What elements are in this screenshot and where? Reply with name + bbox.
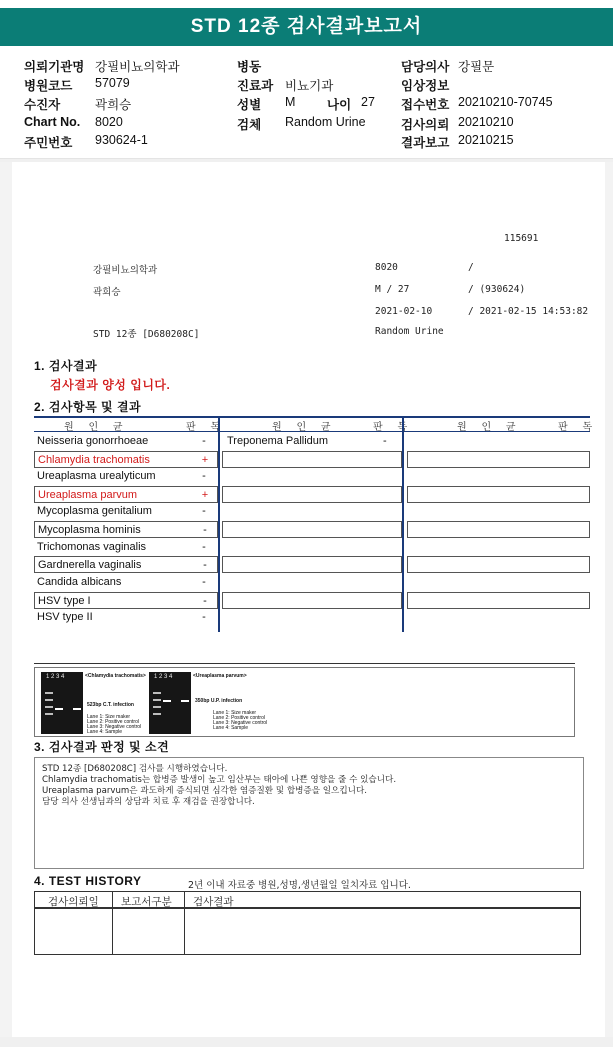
receipt-label: 접수번호 [401,98,450,112]
age-value: 27 [361,95,375,109]
code-label: 병원코드 [24,79,73,93]
specimen-value: Random Urine [285,115,366,129]
report-label: 결과보고 [401,136,450,150]
up-legend: Lane 4: Sample [213,725,249,731]
sheet-slash: / [468,262,474,273]
empty-cell [407,556,590,573]
up-band-label: 350bp U.P. infection [195,698,243,704]
empty-cell [222,592,402,609]
ct-legend: Lane 4: Sample [87,729,123,735]
empty-cell [407,521,590,538]
history-table [34,891,581,955]
empty-cell [222,451,402,468]
up-title: <Ureaplasma parvum> [193,673,247,679]
margin-bottom [0,1037,613,1047]
empty-cell [407,486,590,503]
request-label: 검사의뢰 [401,118,450,132]
up-legend: Lane 3: Negative control [213,720,268,726]
result-summary: 검사결과 양성 입니다. [50,378,171,392]
patient-value: 곽희승 [95,98,132,112]
col2-pathogen-header: 원 인 균 [272,422,337,433]
divider [0,158,613,162]
gel-image-ct: 1 2 3 4 [41,672,83,734]
section3-heading: 3. 검사결과 판정 및 소견 [34,740,170,754]
table-row: HSV type I - [34,592,218,609]
sex-label: 성별 [237,98,262,112]
ct-band-label: 523bp C.T. infection [87,702,134,708]
dept-value: 비뇨기과 [285,79,334,93]
gel-image-up: 1 2 3 4 [149,672,191,734]
request-value: 20210210 [458,115,514,129]
report-title: STD 12종 검사결과보고서 [0,8,613,46]
sheet-number: 115691 [504,233,539,244]
table-row: Gardnerella vaginalis - [34,556,218,573]
sample-band [55,708,63,710]
empty-cell [407,592,590,609]
doctor-label: 담당의사 [401,60,450,74]
section1-heading: 1. 검사결과 [34,359,98,373]
sample-band [181,700,189,702]
receipt-value: 20210210-70745 [458,95,553,109]
table-row: Treponema Pallidum - [227,435,387,447]
patient-info [0,55,613,153]
ct-legend: Lane 1: Size maker [87,714,131,720]
sheet-chart: 8020 [375,262,398,273]
comment-line: STD 12종 [D680208C] 검사를 시행하였습니다. [42,764,228,774]
resident-label: 주민번호 [24,136,73,150]
ct-title: <Chlamydia trachomatis> [85,673,146,679]
code-value: 57079 [95,76,130,90]
ct-legend: Lane 3: Negative control [87,724,142,730]
sample-band [163,700,171,702]
table-row: Mycoplasma genitalium - [37,505,206,517]
ladder-band [153,713,161,715]
sheet-patient: 곽희승 [93,287,121,298]
chart-label: Chart No. [24,115,81,129]
empty-cell [222,521,402,538]
col3-result-header: 판 독 [558,422,599,433]
col1-pathogen-header: 원 인 균 [64,422,129,433]
table-row: Chlamydia trachomatis + [34,451,218,468]
ladder-band [45,699,53,701]
sheet-date-received: 2021-02-10 [375,306,433,317]
specimen-label: 검체 [237,118,262,132]
report-value: 20210215 [458,133,514,147]
table-row: Candida albicans - [37,576,206,588]
history-col-result: 검사결과 [193,896,234,908]
gel-top-rule [34,663,575,664]
empty-cell [222,556,402,573]
comment-line: 담당 의사 선생님과의 상담과 치료 후 재검을 권장합니다. [42,797,255,807]
sex-value: M [285,95,296,109]
table-row: Ureaplasma urealyticum - [37,470,206,482]
history-col-type: 보고서구분 [121,896,172,908]
table-row: Ureaplasma parvum + [34,486,218,503]
column-divider [218,416,220,632]
section2-heading: 2. 검사항목 및 결과 [34,400,142,414]
empty-cell [222,486,402,503]
column-divider [402,416,404,632]
up-legend: Lane 1: Size maker [213,710,257,716]
empty-cell [407,451,590,468]
patient-label: 수진자 [24,98,61,112]
hospital-value: 강필비뇨의학과 [95,60,180,74]
ladder-band [153,692,161,694]
margin-left [0,162,12,1047]
table-row: Mycoplasma hominis - [34,521,218,538]
gel-panel [34,667,575,737]
sheet-specimen: Random Urine [375,326,444,337]
table-row: HSV type II - [37,611,206,623]
age-label: 나이 [327,98,352,112]
history-note: 2년 이내 자료중 병원,성명,생년월일 일치자료 입니다. [188,880,411,891]
table-row: Trichomonas vaginalis - [37,541,206,553]
sheet-hospital: 강필비뇨의학과 [93,265,158,276]
col1-result-header: 판 독 [186,422,227,433]
ladder-band [45,706,53,708]
ct-legend: Lane 2: Positive control [87,719,139,725]
comment-line: Ureaplasma parvum은 과도하게 증식되면 심각한 염증질환 및 합병증을 일으킵니다. [42,786,367,796]
resident-value: 930624-1 [95,133,148,147]
col2-result-header: 판 독 [373,422,414,433]
doctor-value: 강필문 [458,60,495,74]
col3-pathogen-header: 원 인 균 [457,422,522,433]
dept-label: 진료과 [237,79,274,93]
sheet-sex-age: M / 27 [375,284,410,295]
section4-heading: 4. TEST HISTORY [34,874,142,888]
sample-band [73,708,81,710]
history-col-date: 검사의뢰일 [48,896,99,908]
chart-value: 8020 [95,115,123,129]
sheet-test: STD 12종 [D680208C] [93,329,200,340]
ladder-band [45,713,53,715]
sheet-birth: / (930624) [468,284,526,295]
ward-label: 병동 [237,60,262,74]
ladder-band [153,706,161,708]
table-row: Neisseria gonorrhoeae - [37,435,206,447]
up-legend: Lane 2: Positive control [213,715,265,721]
margin-right [605,162,613,1047]
comment-line: Chlamydia trachomatis는 합병증 발생이 높고 임산부는 태아에 나쁜 영향을 줄 수 있습니다. [42,775,397,785]
sheet-date-reported: / 2021-02-15 14:53:82 [468,306,589,317]
ladder-band [153,699,161,701]
hospital-label: 의뢰기관명 [24,60,85,74]
ladder-band [45,692,53,694]
clinical-label: 임상정보 [401,79,450,93]
